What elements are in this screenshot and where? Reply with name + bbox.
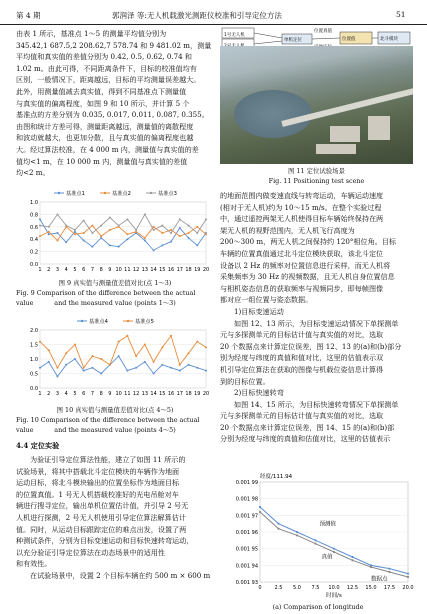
y-tick-label: 2.0 (30, 328, 38, 334)
x-tick-label: 16 (167, 391, 175, 397)
text-line: 机引导定位算法在获取的图像与机载位姿信息计算得 (220, 364, 384, 374)
y-tick-label: 0.001 94 (235, 563, 258, 570)
data-point (39, 341, 41, 343)
x-tick-label: 6 (82, 267, 86, 273)
x-tick-label: 13 (141, 267, 149, 273)
data-point (91, 367, 93, 369)
fig9-caption-cn: 图 9 真实值与测量值差值对比(点 1～3) (58, 279, 172, 287)
data-point (126, 238, 128, 240)
legend-label: 基准点3 (158, 191, 177, 197)
aerial-photo (220, 46, 413, 164)
data-point (56, 367, 58, 369)
data-point (259, 506, 261, 508)
text-line: 此外，用测量值减去真实值，得到不同基准点下测量值 (16, 86, 187, 96)
arrow (312, 38, 340, 39)
x-tick-label: 9 (108, 391, 112, 397)
data-point (205, 233, 207, 235)
text-line: 由表 1 所示，基准点 1～5 的测量平均值分别为 (16, 29, 167, 38)
data-point (277, 523, 279, 525)
y-tick-label: 0.4 (30, 237, 38, 244)
y-tick-label: 1.5 (30, 342, 38, 349)
data-point (205, 218, 207, 220)
fig10-chart (18, 314, 212, 400)
x-tick-label: 20 (202, 391, 210, 397)
data-point (65, 352, 67, 354)
x-tick-label: 2 (47, 267, 51, 273)
y-tick-label: 0.2 (30, 249, 38, 256)
data-point (48, 361, 50, 363)
data-point (39, 218, 41, 220)
data-point (170, 241, 172, 243)
y-tick-label: 0.001 93 (235, 580, 258, 586)
annotation-true: 真值 (321, 554, 333, 561)
x-tick-label: 1 (38, 391, 42, 397)
y-tick-label: 0.6 (30, 224, 38, 231)
data-point (153, 249, 155, 251)
text-line: 别为经度与纬度的真值和值对比，这里的估值表示双 (220, 353, 384, 363)
fig9-caption-en-2: and the measured value (points 1～3) (54, 299, 176, 307)
beidou-label: 北斗模块 (380, 37, 398, 42)
text-line: 与相机姿态信息的获取频率与视频同步，即每帧图像 (220, 283, 384, 293)
fig11-caption-cn: 图 11 定位试验场景 (288, 167, 345, 175)
data-point (83, 220, 85, 222)
y-tick-label: 0.5 (30, 371, 38, 378)
data-point (91, 355, 93, 357)
data-point (407, 573, 409, 575)
x-tick-label: 15 (159, 391, 166, 397)
subsection-2-title: 2)目标快速转弯 (234, 388, 284, 398)
y-tick-label: 0.001 98 (235, 496, 258, 503)
data-point (39, 235, 41, 237)
data-point (118, 246, 120, 248)
y-tick-label: 0.001 97 (235, 513, 258, 520)
text-line: 区别，一般情况下，距离越远，目标的平均测量误差越大。 (16, 75, 201, 85)
text-line: 值均<1 m，在 10 000 m 内，测量值与真实值的差值 (16, 156, 188, 166)
lake (234, 90, 312, 138)
x-tick-label: 14 (150, 267, 157, 273)
x-tick-label: 20 (202, 267, 210, 273)
text-line: 车辆的位置真值通过北斗定位模块获取，该北斗定位 (220, 248, 384, 258)
x-tick-label: 7 (90, 391, 95, 397)
x-tick-label: 12 (132, 391, 140, 397)
plot-area (40, 202, 206, 264)
legend-label: 基准点5 (135, 319, 154, 325)
text-line: 1.02 m。由此可得，不同距离条件下，目标的校准值均有 (16, 63, 197, 73)
data-point (118, 225, 120, 227)
data-point (74, 344, 76, 346)
x-tick-label: 17 (176, 267, 183, 273)
text-line: 的地面范围内做变速直线与转弯运动，车辆运动速度 (220, 191, 384, 200)
building (368, 116, 390, 140)
text-line: 的位置真值。1 号无人机搭载校准好的光电吊舱对车 (16, 489, 179, 499)
data-point (333, 551, 335, 553)
x-tick-label: 19 (194, 267, 201, 273)
x-tick-label: 11 (124, 267, 131, 273)
data-point (83, 367, 85, 369)
data-point (74, 358, 76, 360)
x-tick-label: 2 (47, 391, 51, 397)
x-tick-label: 10 (115, 391, 122, 397)
y-tick-label: 0.0 (30, 386, 38, 392)
text-line: 元与多探测单元的目标估计值与真实值的对比，选取 (220, 411, 384, 421)
data-point (196, 244, 198, 246)
x-tick-label: 11 (124, 391, 131, 397)
text-line: 中，通过遥控两架无人机使得目标车辆始终保持在两 (220, 214, 384, 224)
data-point (351, 556, 353, 558)
y-tick-label: 0.001 95 (235, 546, 258, 553)
text-line: 由图和统计方差可得，测量距离越远，测量值的离散程度 (16, 121, 194, 131)
data-point (205, 346, 207, 348)
data-point (196, 367, 198, 369)
series-line (260, 507, 408, 574)
text-line: 辆进行搜寻定位，输出单机位置估计值，并引导 2 号无 (16, 501, 189, 511)
pos-value-label: 位置值 (342, 37, 356, 42)
data-point (144, 237, 146, 239)
text-line: 与真实值的偏离程度，如图 9 和 10 所示，并计算 5 个 (16, 98, 190, 108)
subsection-1-title: 1)目标变速运动 (234, 306, 284, 316)
data-point (277, 528, 279, 530)
building (330, 126, 360, 142)
data-point (91, 246, 93, 248)
data-point (161, 244, 163, 246)
right-paragraph (220, 190, 416, 445)
position-true-label: 位置真值 (314, 29, 332, 34)
data-point (153, 361, 155, 363)
data-point (188, 352, 190, 354)
data-point (74, 229, 76, 231)
data-point (161, 225, 163, 227)
data-point (196, 341, 198, 343)
data-point (161, 232, 163, 234)
text-line: 在试验场景中，设置 2 个目标车辆在约 500 m × 600 m (30, 570, 211, 580)
data-point (188, 237, 190, 239)
fig9-chart (18, 186, 212, 276)
building (316, 144, 356, 154)
data-point (109, 364, 111, 366)
data-point (56, 232, 58, 234)
text-line: 设备以 2 Hz 的频率对位置信息进行采样，而无人机将 (220, 260, 391, 270)
data-point (144, 361, 146, 363)
x-tick-label: 4 (64, 267, 68, 273)
x-tick-label: 19 (194, 391, 201, 397)
x-tick-label: 13 (141, 391, 149, 397)
text-line: 以充分验证引导定位算法在动态场景中的适用性 (16, 547, 165, 557)
data-point (83, 232, 85, 234)
data-point (100, 358, 102, 360)
y-tick-label: 0.0 (30, 262, 38, 268)
text-line: 值。同时，从运动目标跟踪定位的难点出发，设置了两 (16, 524, 187, 534)
data-point (118, 341, 120, 343)
data-point (109, 229, 111, 231)
data-point (179, 235, 181, 237)
x-tick-label: 15.0 (365, 585, 377, 591)
text-line: 试验场景，将其中搭载北斗定位模块的车辆作为地面 (16, 466, 180, 476)
uav1-label: 1号无人机 (224, 33, 245, 38)
data-point (65, 225, 67, 227)
data-point (100, 237, 102, 239)
fig10-caption-en-2: and the measured value (points 4～5) (54, 426, 176, 434)
data-point (179, 364, 181, 366)
issue-number: 第 4 期 (16, 11, 41, 20)
text-line: 基准点的方差分别为 0.035, 0.017, 0.011, 0.087, 0.355。 (16, 110, 209, 120)
text-line: 种测试条件，分别为目标变速运动和目标快速转弯运动， (16, 536, 194, 546)
x-tick-label: 6 (82, 391, 86, 397)
legend-marker (127, 320, 129, 322)
data-point (48, 349, 50, 351)
data-point (39, 225, 41, 227)
y-tick-label: 1.0 (30, 200, 38, 206)
data-point (118, 355, 120, 357)
data-point (39, 367, 41, 369)
data-point (74, 233, 76, 235)
data-point (179, 370, 181, 372)
text-line: 人机进行探测，2 号无人机使用引导定位算法解算估计 (16, 512, 186, 522)
arrow (254, 33, 282, 38)
data-point (351, 559, 353, 561)
x-tick-label: 5 (73, 267, 77, 273)
data-point (65, 364, 67, 366)
x-tick-label: 12.5 (346, 585, 359, 591)
data-point (126, 218, 128, 220)
text-line: 到的目标位置。 (220, 376, 270, 386)
x-tick-label: 20.0 (402, 585, 414, 591)
data-point (83, 370, 85, 372)
y-tick-label: 0.001 96 (235, 530, 258, 536)
data-point (91, 225, 93, 227)
fig10-caption-en-1: Fig. 10 Comparison of the difference between the actual value (16, 416, 200, 434)
data-point (388, 568, 390, 570)
data-point (170, 232, 172, 234)
data-point (188, 225, 190, 227)
text-line: 平均值和真实值的差值分别为 0.42, 0.5, 0.62, 0.74 和 (16, 52, 193, 62)
header-rule (0, 24, 427, 25)
text-line: 运动目标，将北斗模块输出的位置坐标作为地面目标 (16, 478, 180, 488)
x-tick-label: 10.0 (328, 585, 340, 591)
data-point (126, 335, 128, 337)
text-line: 345.42,1 687.5,2 208.62,7 578.74 和 9 481.02 m，测量 (16, 40, 212, 50)
x-tick-label: 5.0 (293, 585, 301, 591)
x-tick-label: 16 (167, 267, 175, 273)
legend-label: 基准点1 (66, 191, 85, 197)
data-point (188, 232, 190, 234)
legend-marker (58, 192, 60, 194)
x-tick-label: 4 (64, 391, 68, 397)
data-point (153, 229, 155, 231)
text-line: 大。经过算法校准，在 4 000 m 内，测量值与真实值的差 (16, 144, 199, 154)
running-title: 郭润泽 等:无人机载激光测距仪校准和引导定位方法 (112, 11, 282, 20)
text-line: 200～300 m，两无人机之间保持约 120°相位角。目标 (220, 237, 396, 247)
x-tick-label: 0 (258, 585, 262, 591)
x-axis-label: 时间/s (326, 593, 342, 599)
data-point (144, 344, 146, 346)
data-point (407, 576, 409, 578)
data-point (109, 244, 111, 246)
data-point (179, 227, 181, 229)
x-tick-label: 7.5 (311, 585, 320, 591)
text-line: 如图 14、15 所示，为目标快速转弯情况下单探测单 (234, 399, 399, 409)
text-line: 和有效性。 (16, 559, 52, 569)
x-tick-label: 7 (90, 267, 95, 273)
section-4-4-title: 4.4 定位实验 (16, 441, 60, 450)
data-point (109, 217, 111, 219)
text-line: 为验证引导定位算法性能，建立了如图 11 所示的 (30, 455, 186, 464)
data-point (153, 373, 155, 375)
data-point (56, 213, 58, 215)
data-point (48, 226, 50, 228)
x-tick-label: 17 (176, 391, 183, 397)
data-point (144, 213, 146, 215)
x-tick-label: 3 (55, 267, 60, 273)
data-point (135, 229, 137, 231)
data-point (65, 241, 67, 243)
data-point (196, 226, 198, 228)
text-line: 均<2 m。 (16, 168, 50, 178)
text-line: 架无人机的视野范围内，无人机飞行高度为 (220, 225, 355, 235)
data-point (74, 231, 76, 233)
annotation-predicted: 预测值 (319, 521, 337, 528)
text-line: 20 个数据点来计算定位误差，图 14、15 的(a)和(b)部 (220, 422, 395, 432)
x-tick-label: 14 (150, 391, 157, 397)
x-tick-label: 2.5 (274, 585, 283, 591)
x-tick-label: 18 (185, 267, 192, 273)
fig12a-chart (224, 470, 414, 600)
chart-title: 经度/111.94 (260, 474, 293, 480)
data-point (161, 364, 163, 366)
legend-marker (104, 192, 106, 194)
legend-label: 基准点2 (112, 191, 131, 197)
fig12a-caption: (a) Comparison of longitude (272, 603, 364, 611)
self-pos-label: 单机定位 (284, 38, 302, 43)
data-point (144, 239, 146, 241)
arrow (254, 41, 282, 44)
data-point (48, 231, 50, 233)
data-point (388, 571, 390, 573)
data-point (100, 373, 102, 375)
data-point (314, 543, 316, 545)
y-tick-label: 0.8 (30, 212, 38, 219)
data-point (196, 232, 198, 234)
data-point (170, 367, 172, 369)
y-tick-label: 1.0 (30, 357, 38, 363)
data-point (135, 367, 137, 369)
legend-marker (150, 192, 152, 194)
data-point (48, 233, 50, 235)
x-tick-label: 12 (132, 267, 140, 273)
y-tick-label: 0.001 99 (235, 480, 258, 486)
fig10-caption-cn: 图 10 真实值与测量值差值对比(点 4～5) (56, 406, 174, 414)
data-point (56, 239, 58, 241)
fig9-caption-en-1: Fig. 9 Comparison of the difference between the actual value (16, 289, 196, 307)
data-point (135, 231, 137, 233)
data-point (56, 375, 58, 377)
x-tick-label: 18 (185, 391, 192, 397)
data-point (296, 534, 298, 536)
data-point (179, 218, 181, 220)
data-point (83, 239, 85, 241)
x-tick-label: 8 (99, 391, 103, 397)
data-point (370, 566, 372, 568)
data-point (333, 548, 335, 550)
data-point (161, 346, 163, 348)
text-line: 采集频率为 30 Hz 的视频数据，且无人机自身位置信息 (220, 272, 395, 282)
fig11-diagram (220, 26, 413, 48)
data-point (100, 225, 102, 227)
fig11-caption-en: Fig. 11 Positioning test scene (268, 177, 365, 185)
legend-marker (81, 320, 83, 322)
data-point (126, 370, 128, 372)
data-point (91, 232, 93, 234)
x-tick-label: 5 (73, 391, 77, 397)
data-point (296, 531, 298, 533)
x-tick-label: 9 (108, 267, 112, 273)
text-line: 和波动就越大，也更加分散，且与真实值的偏离程度也越 (16, 133, 194, 143)
data-point (153, 226, 155, 228)
legend-label: 基准点4 (89, 319, 108, 325)
data-point (205, 370, 207, 372)
x-tick-label: 3 (55, 391, 60, 397)
section-4-4-body (16, 454, 212, 582)
data-point (188, 364, 190, 366)
x-tick-label: 15 (159, 267, 166, 273)
series-line (40, 226, 206, 241)
left-top-paragraph (16, 28, 212, 179)
data-point (100, 235, 102, 237)
text-line: 20 个数据点来计算定位误差，图 12、13 的(a)和(b)部分 (220, 341, 402, 351)
page-number: 51 (396, 10, 406, 19)
x-tick-label: 17.5 (383, 585, 396, 591)
data-point (135, 355, 137, 357)
text-line: 元与多探测单元的目标估计值与真实值的对比，选取 (220, 330, 384, 340)
x-tick-label: 1 (38, 267, 42, 273)
data-point (170, 335, 172, 337)
text-line: 如图 12、13 所示，为目标变速运动情况下单探测单 (234, 318, 399, 328)
annotation-datapoint: 数据点 (371, 576, 388, 583)
text-line: 都对应一组位置与姿态数据。 (220, 295, 313, 305)
x-tick-label: 10 (115, 267, 122, 273)
text-line: (相对于无人机)约为 10～15 m/s。在整个实验过程 (220, 202, 382, 212)
data-point (259, 511, 261, 513)
x-tick-label: 8 (99, 267, 103, 273)
data-point (126, 233, 128, 235)
data-point (170, 229, 172, 231)
text-line: 分别为经度与纬度的真值和估值对比，这里的估值表示 (220, 434, 391, 444)
data-point (314, 539, 316, 541)
